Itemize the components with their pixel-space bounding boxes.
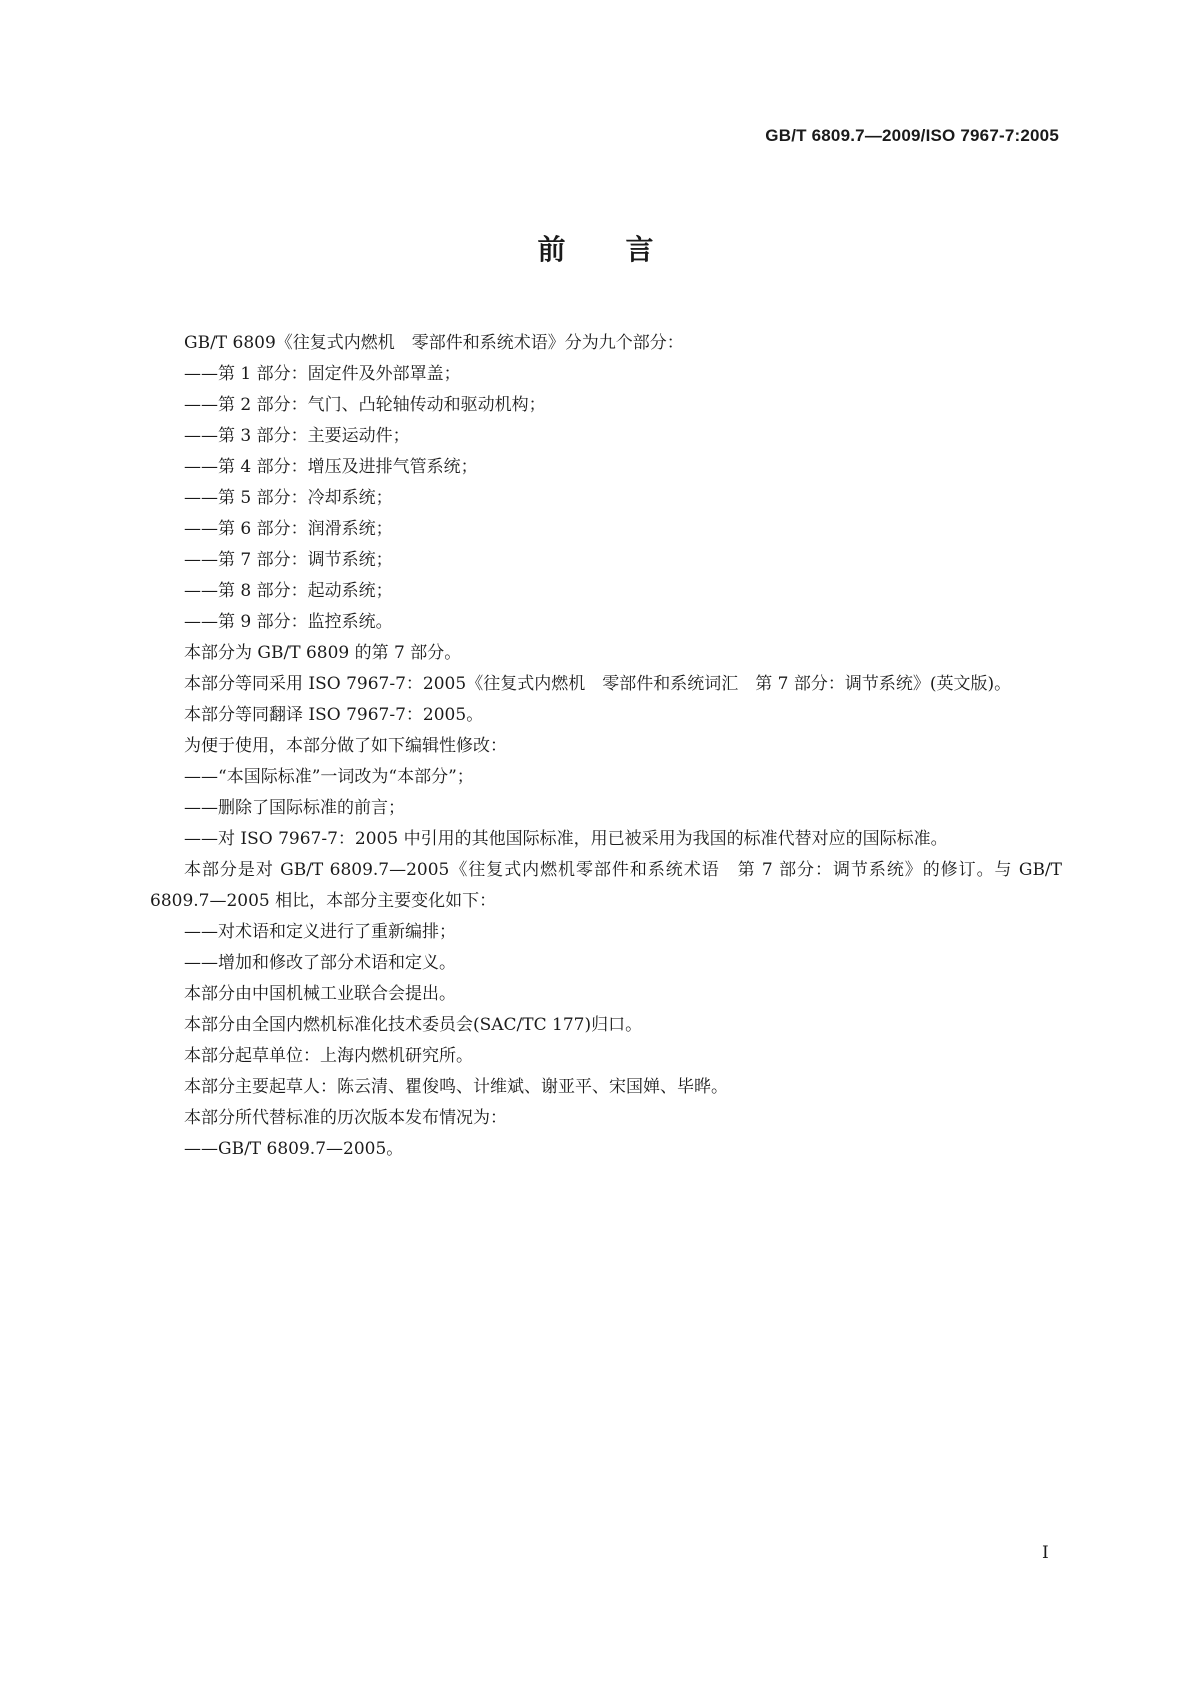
list-item: ——删除了国际标准的前言； xyxy=(184,798,405,818)
list-item: ——增加和修改了部分术语和定义。 xyxy=(184,953,456,973)
list-item: ——第 7 部分：调节系统； xyxy=(184,550,393,570)
standard-code: GB/T 6809.7—2009/ISO 7967-7:2005 xyxy=(765,126,1059,145)
foreword-body xyxy=(150,328,1062,1165)
list-item: ——第 9 部分：监控系统。 xyxy=(184,612,393,632)
paragraph: 本部分由全国内燃机标准化技术委员会(SAC/TC 177)归口。 xyxy=(184,1015,643,1035)
paragraph: 本部分等同采用 ISO 7967-7：2005《往复式内燃机 零部件和系统词汇 第 7 部分：调节系统》(英文版)。 xyxy=(184,674,1012,694)
paragraph: 本部分起草单位：上海内燃机研究所。 xyxy=(184,1046,473,1066)
list-item: ——对术语和定义进行了重新编排； xyxy=(184,922,456,942)
page-title: 前言 xyxy=(537,233,714,266)
list-item: ——对 ISO 7967-7：2005 中引用的其他国际标准，用已被采用为我国的标准代替对应的国际标准。 xyxy=(184,829,948,849)
paragraph: GB/T 6809《往复式内燃机 零部件和系统术语》分为九个部分： xyxy=(184,333,684,353)
list-item: ——第 3 部分：主要运动件； xyxy=(184,426,410,446)
list-item: ——第 2 部分：气门、凸轮轴传动和驱动机构； xyxy=(184,395,546,415)
list-item: ——第 6 部分：润滑系统； xyxy=(184,519,393,539)
list-item: ——第 5 部分：冷却系统； xyxy=(184,488,393,508)
list-item: ——“本国际标准”一词改为“本部分”； xyxy=(184,767,474,787)
paragraph: 本部分是对 GB/T 6809.7—2005《往复式内燃机零部件和系统术语 第 7 部分：调节系统》的修订。与 GB/T 6809.7—2005 相比，本部分主要变化如下： xyxy=(150,860,1062,911)
list-item: ——第 8 部分：起动系统； xyxy=(184,581,393,601)
list-item: ——GB/T 6809.7—2005。 xyxy=(184,1139,404,1159)
paragraph: 为便于使用，本部分做了如下编辑性修改： xyxy=(184,736,507,756)
list-item: ——第 1 部分：固定件及外部罩盖； xyxy=(184,364,461,384)
paragraph: 本部分等同翻译 ISO 7967-7：2005。 xyxy=(184,705,484,725)
paragraph: 本部分所代替标准的历次版本发布情况为： xyxy=(184,1108,507,1128)
list-item: ——第 4 部分：增压及进排气管系统； xyxy=(184,457,478,477)
page-number: I xyxy=(1042,1543,1049,1563)
paragraph: 本部分主要起草人：陈云清、瞿俊鸣、计维斌、谢亚平、宋国婵、毕晔。 xyxy=(184,1077,728,1097)
paragraph: 本部分为 GB/T 6809 的第 7 部分。 xyxy=(184,643,462,663)
paragraph: 本部分由中国机械工业联合会提出。 xyxy=(184,984,456,1004)
